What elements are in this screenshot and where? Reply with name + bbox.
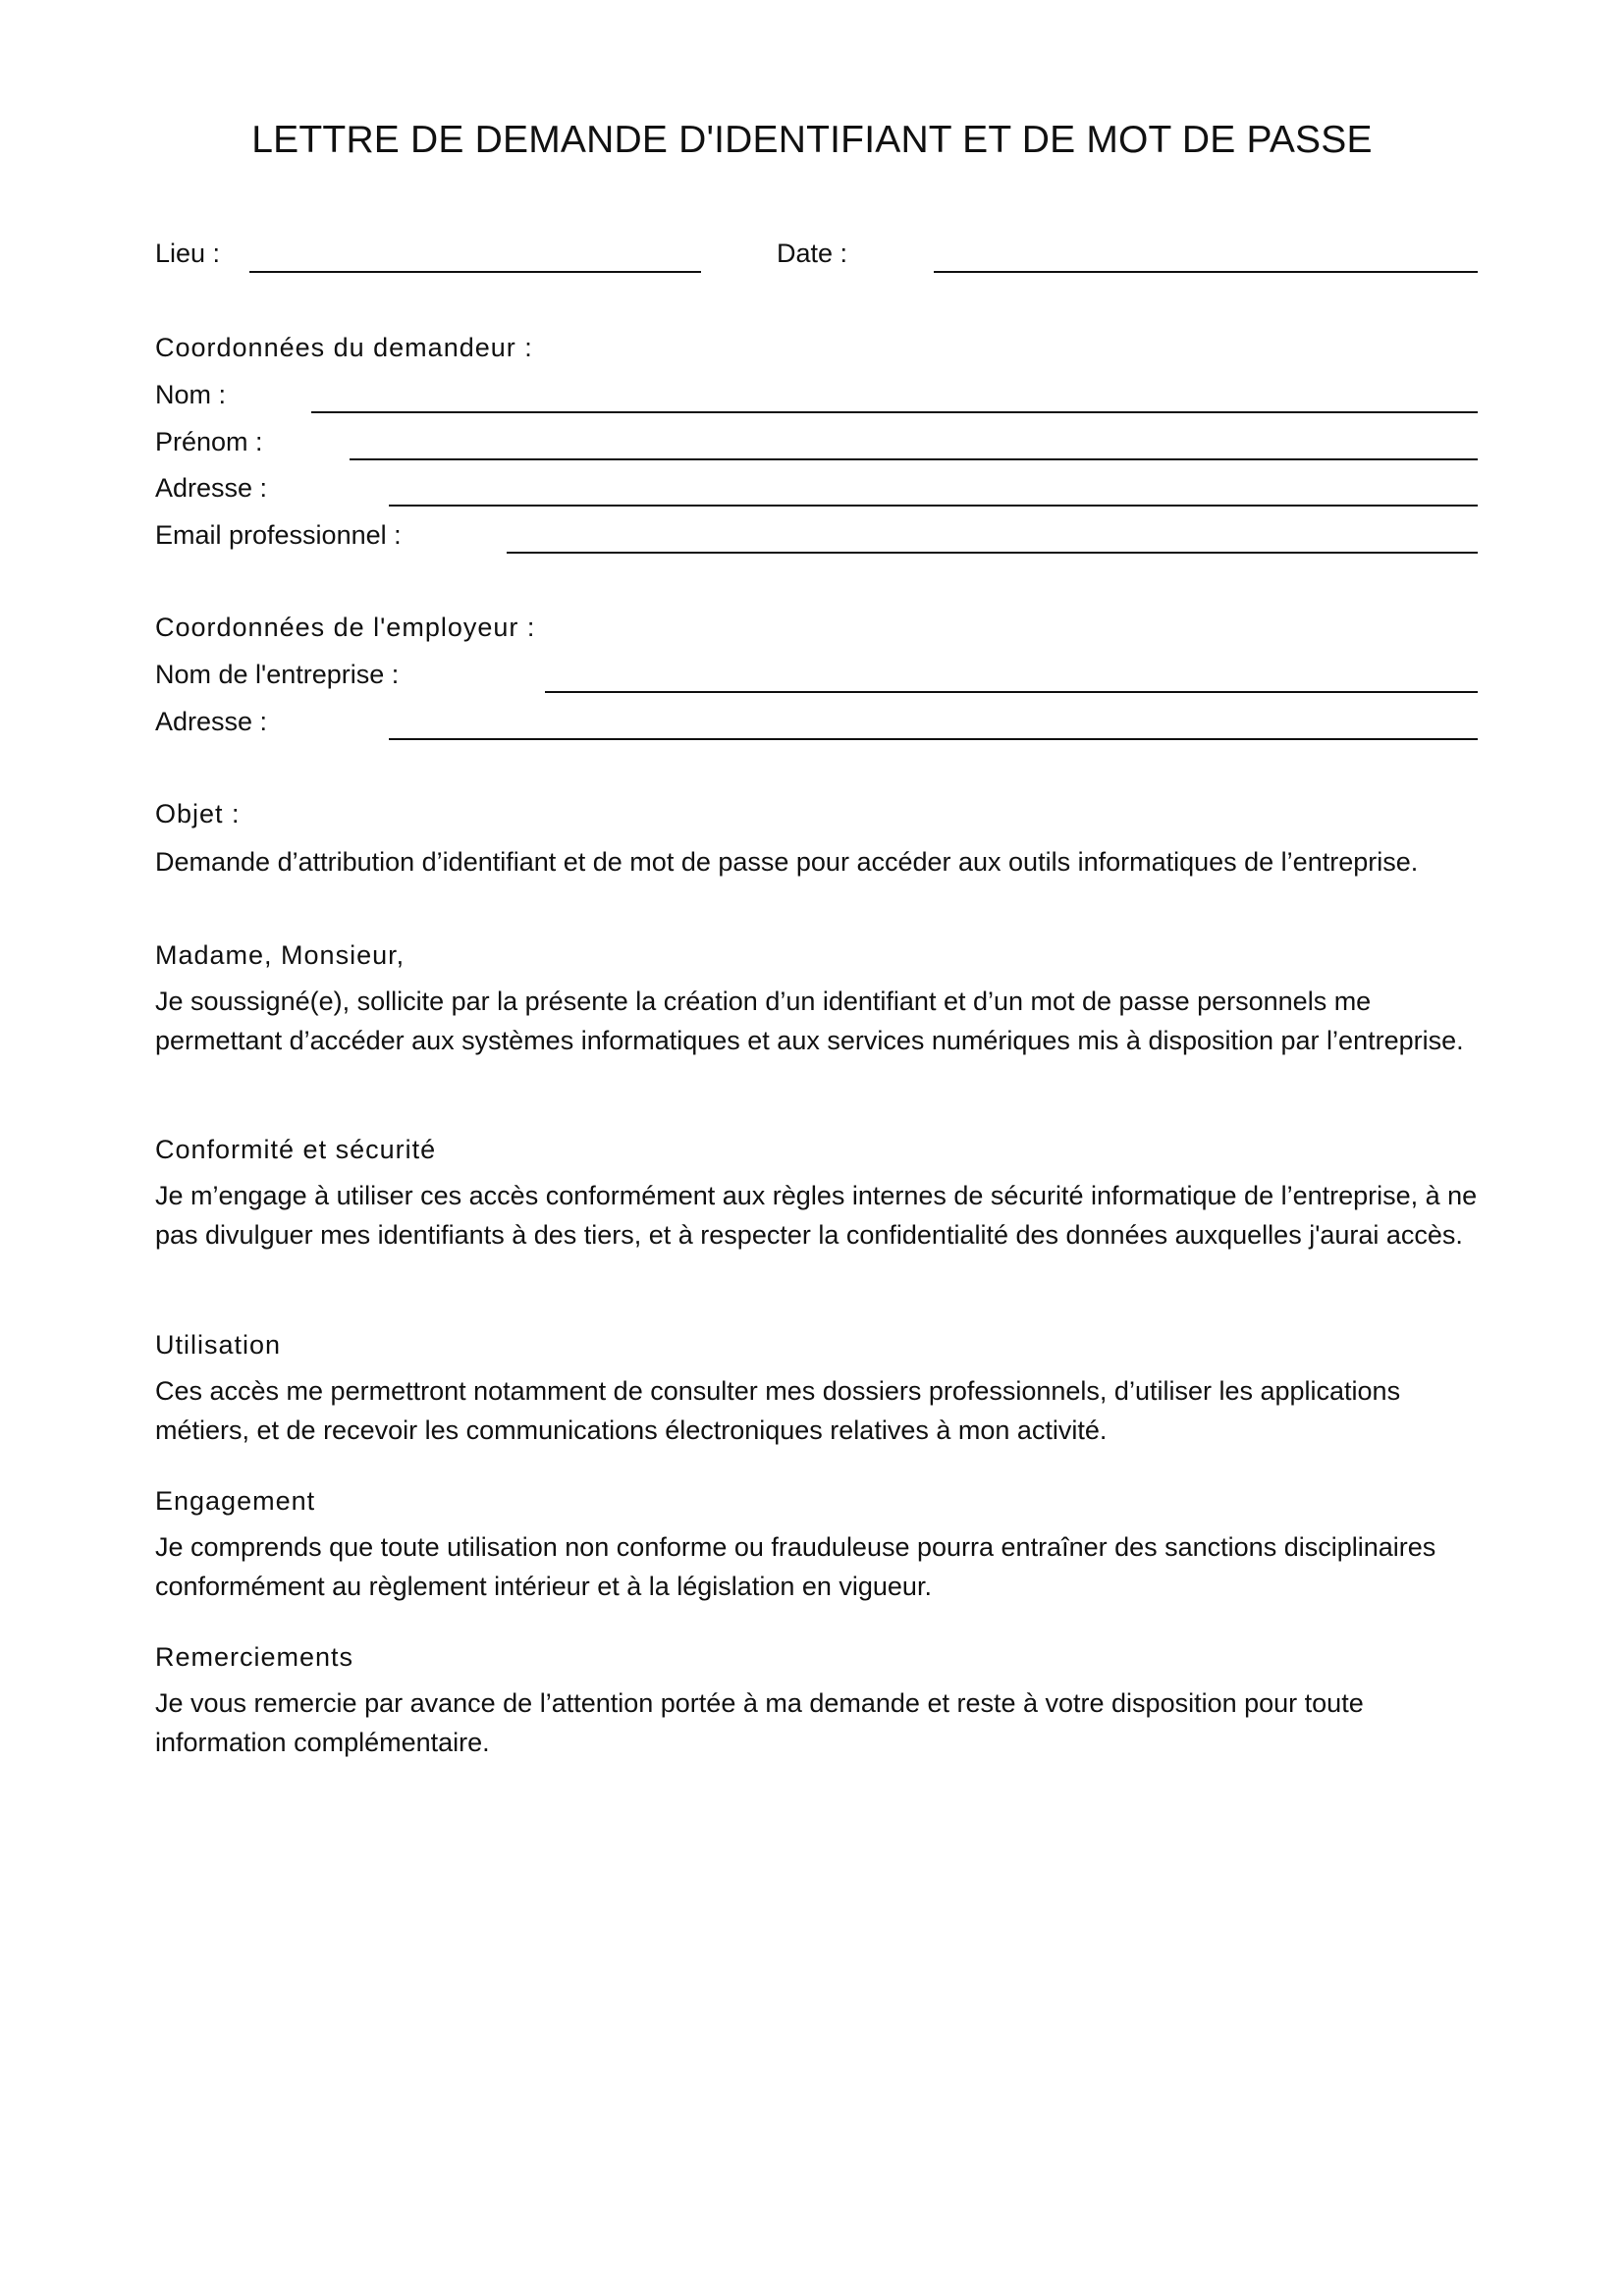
engagement-heading: Engagement: [155, 1486, 316, 1516]
email-underline: [507, 552, 1478, 554]
date-underline: [934, 271, 1478, 273]
salutation-heading: Madame, Monsieur,: [155, 940, 406, 970]
nom-label: Nom :: [155, 380, 227, 409]
adresse-employeur-field[interactable]: [391, 705, 1476, 738]
objet-text: Demande d’attribution d’identifiant et de mot de passe pour accéder aux outils informatiques de l’entreprise.: [155, 847, 1419, 877]
date-field[interactable]: [936, 238, 1476, 271]
utilisation-text: Ces accès me permettront notamment de consulter mes dossiers professionnels, d’utiliser les applications métiers, et de recevoir les communications électroniques relatives à mon activité.: [155, 1376, 1401, 1445]
lieu-field[interactable]: [251, 238, 699, 271]
lieu-underline: [249, 271, 701, 273]
remerciements-heading: Remerciements: [155, 1642, 354, 1672]
adresse-employeur-label: Adresse :: [155, 707, 268, 736]
date-label: Date :: [777, 239, 848, 268]
remerciements-text: Je vous remercie par avance de l’attention portée à ma demande et reste à votre disposition pour toute information complémentaire.: [155, 1688, 1364, 1757]
objet-heading: Objet :: [155, 799, 241, 828]
prenom-field[interactable]: [352, 425, 1476, 458]
utilisation-heading: Utilisation: [155, 1330, 282, 1360]
adresse-demandeur-field[interactable]: [391, 471, 1476, 505]
adresse-demandeur-underline: [389, 505, 1478, 507]
salutation-text: Je soussigné(e), sollicite par la présente la création d’un identifiant et d’un mot de passe personnels me permettant d’accéder aux systèmes informatiques et aux services numériques mis à disposition par l’entreprise.: [155, 987, 1464, 1055]
prenom-underline: [350, 458, 1478, 460]
entreprise-label: Nom de l'entreprise :: [155, 660, 400, 689]
entreprise-field[interactable]: [547, 658, 1476, 691]
demandeur-heading: Coordonnées du demandeur :: [155, 333, 533, 362]
adresse-employeur-underline: [389, 738, 1478, 740]
entreprise-underline: [545, 691, 1478, 693]
conformite-text: Je m’engage à utiliser ces accès conformément aux règles internes de sécurité informatique de l’entreprise, à ne pas divulguer mes identifiants à des tiers, et à respecter la confidentialité des données auxquelles j'aurai accès.: [155, 1181, 1478, 1250]
engagement-text: Je comprends que toute utilisation non conforme ou frauduleuse pourra entraîner des sanctions disciplinaires conformément au règlement intérieur et à la législation en vigueur.: [155, 1532, 1436, 1601]
email-label: Email professionnel :: [155, 520, 402, 550]
conformite-heading: Conformité et sécurité: [155, 1135, 437, 1164]
lieu-label: Lieu :: [155, 239, 221, 268]
page-title: LETTRE DE DEMANDE D'IDENTIFIANT ET DE MOT DE PASSE: [251, 119, 1373, 161]
nom-underline: [311, 411, 1478, 413]
prenom-label: Prénom :: [155, 427, 263, 456]
adresse-demandeur-label: Adresse :: [155, 473, 268, 503]
nom-field[interactable]: [313, 378, 1476, 411]
email-field[interactable]: [509, 518, 1476, 552]
employeur-heading: Coordonnées de l'employeur :: [155, 613, 536, 642]
